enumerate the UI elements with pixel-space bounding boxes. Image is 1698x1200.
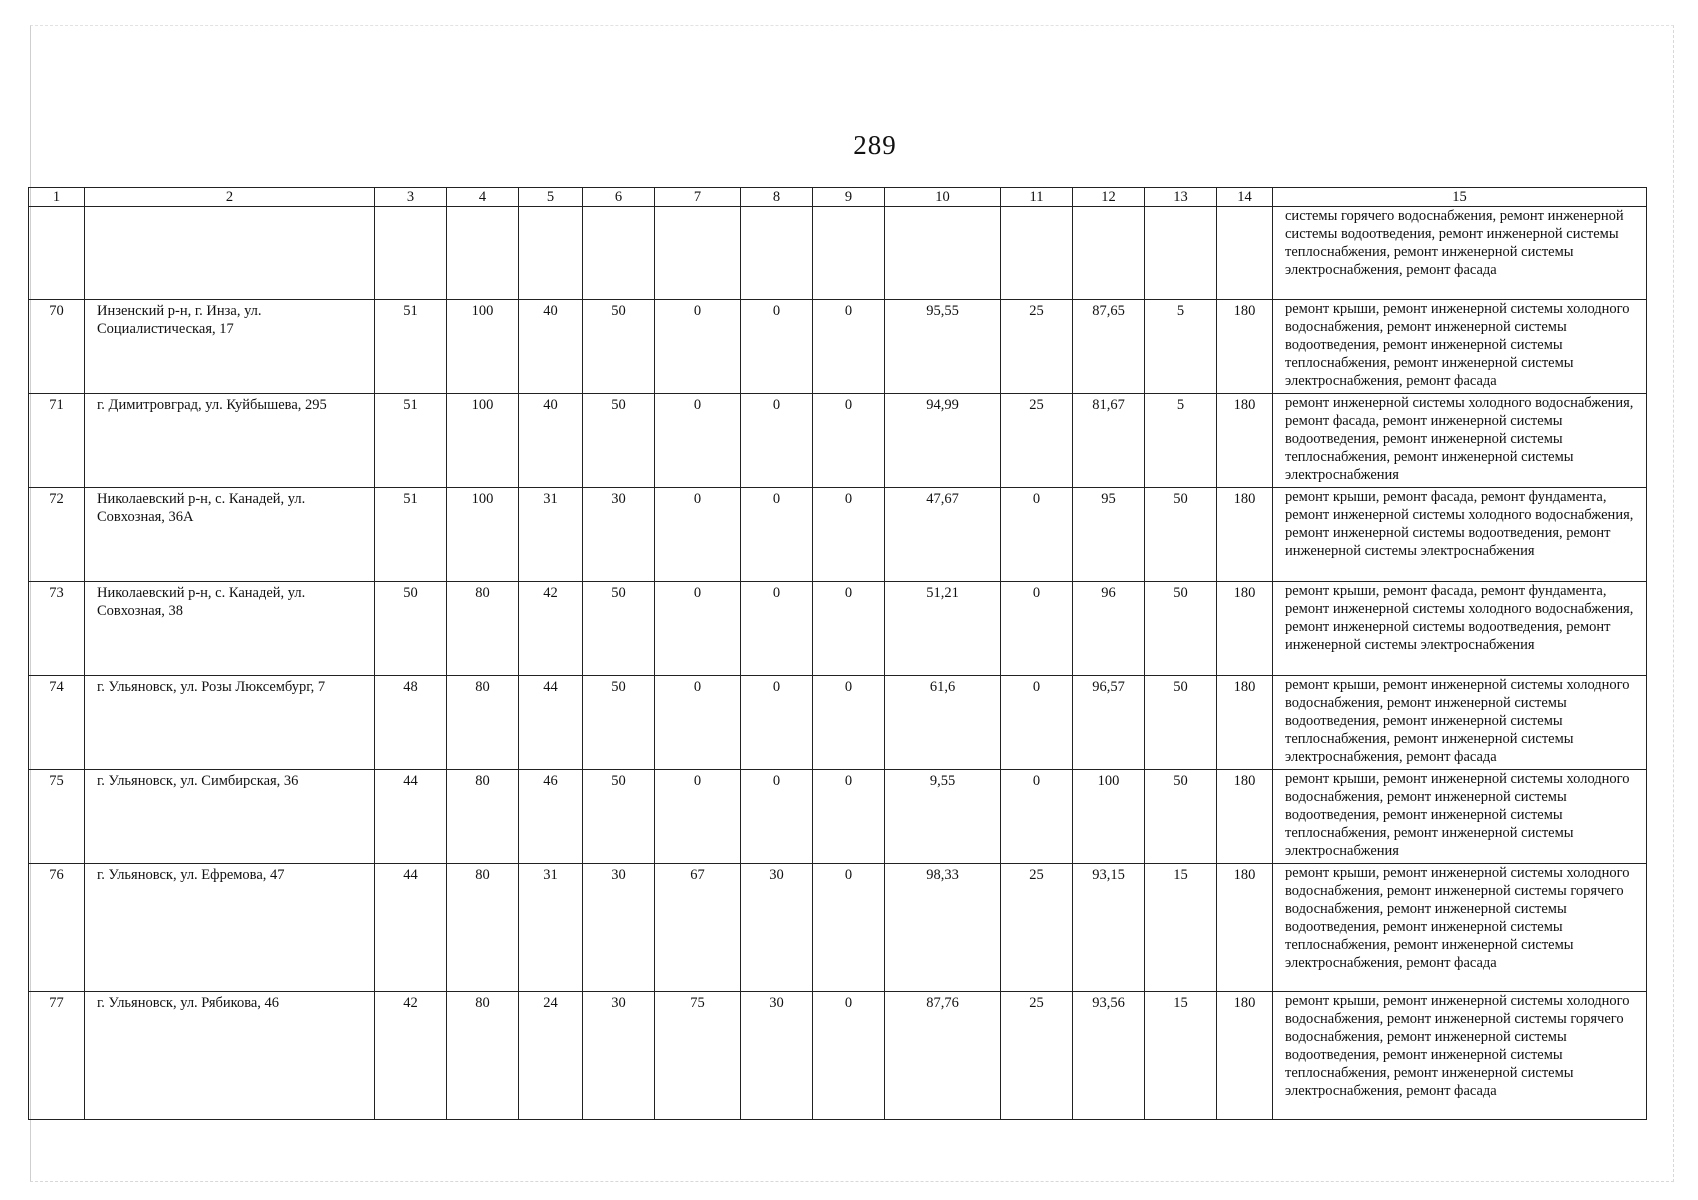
table-cell [447,207,519,300]
value-cell: 47,67 [885,488,1001,582]
value-cell: 180 [1217,864,1273,992]
value-cell: 95,55 [885,300,1001,394]
table-cell [1145,207,1217,300]
value-cell: 61,6 [885,676,1001,770]
col-header-11: 11 [1001,188,1073,207]
table-row [29,864,1647,992]
value-cell: 46 [519,770,583,864]
table-row [29,300,1647,394]
value-cell: 50 [583,394,655,488]
table-cell [1073,207,1145,300]
row-number: 71 [29,394,85,488]
col-header-8: 8 [741,188,813,207]
col-header-3: 3 [375,188,447,207]
address-cell: Инзенский р-н, г. Инза, ул. Социалистическая, 17 [85,300,375,394]
address-cell: Николаевский р-н, с. Канадей, ул. Совхозная, 36А [85,488,375,582]
value-cell: 30 [583,992,655,1120]
value-cell: 0 [655,676,741,770]
value-cell: 31 [519,488,583,582]
value-cell: 180 [1217,488,1273,582]
value-cell: 87,76 [885,992,1001,1120]
value-cell: 31 [519,864,583,992]
table-row [29,582,1647,676]
value-cell: 40 [519,394,583,488]
value-cell: 50 [375,582,447,676]
continuation-row [29,207,1647,300]
value-cell: 80 [447,770,519,864]
value-cell: 80 [447,582,519,676]
address-cell: г. Ульяновск, ул. Ефремова, 47 [85,864,375,992]
address-cell: г. Ульяновск, ул. Рябикова, 46 [85,992,375,1120]
works-cell: ремонт крыши, ремонт инженерной системы холодного водоснабжения, ремонт инженерной системы водоотведения, ремонт инженерной системы теплоснабжения, ремонт инженерной системы электроснабжения, ремонт фасада [1273,300,1647,394]
value-cell: 51,21 [885,582,1001,676]
value-cell: 93,56 [1073,992,1145,1120]
value-cell: 44 [519,676,583,770]
value-cell: 51 [375,394,447,488]
row-number: 76 [29,864,85,992]
value-cell: 48 [375,676,447,770]
address-cell: Николаевский р-н, с. Канадей, ул. Совхозная, 38 [85,582,375,676]
value-cell: 9,55 [885,770,1001,864]
value-cell: 24 [519,992,583,1120]
value-cell: 180 [1217,300,1273,394]
value-cell: 0 [655,770,741,864]
value-cell: 180 [1217,394,1273,488]
value-cell: 51 [375,300,447,394]
table-cell [583,207,655,300]
col-header-12: 12 [1073,188,1145,207]
register-table [28,187,1647,1120]
works-cell: ремонт крыши, ремонт инженерной системы холодного водоснабжения, ремонт инженерной системы горячего водоснабжения, ремонт инженерной системы водоотведения, ремонт инженерной системы теплоснабжения, ремонт инженерной системы электроснабжения, ремонт фасада [1273,864,1647,992]
value-cell: 93,15 [1073,864,1145,992]
col-header-5: 5 [519,188,583,207]
address-cell: г. Ульяновск, ул. Розы Люксембург, 7 [85,676,375,770]
value-cell: 44 [375,864,447,992]
col-header-13: 13 [1145,188,1217,207]
value-cell: 0 [741,582,813,676]
header-row [29,188,1647,207]
table-cell [1217,207,1273,300]
value-cell: 50 [583,582,655,676]
table-cell [29,207,85,300]
col-header-6: 6 [583,188,655,207]
table-row [29,992,1647,1120]
works-cell: ремонт крыши, ремонт инженерной системы холодного водоснабжения, ремонт инженерной системы водоотведения, ремонт инженерной системы теплоснабжения, ремонт инженерной системы электроснабжения, ремонт фасада [1273,676,1647,770]
value-cell: 0 [813,676,885,770]
value-cell: 25 [1001,300,1073,394]
table-row [29,676,1647,770]
value-cell: 0 [655,300,741,394]
value-cell: 95 [1073,488,1145,582]
value-cell: 100 [447,394,519,488]
table-cell [1001,207,1073,300]
value-cell: 75 [655,992,741,1120]
address-cell: г. Ульяновск, ул. Симбирская, 36 [85,770,375,864]
value-cell: 50 [1145,582,1217,676]
value-cell: 0 [1001,488,1073,582]
value-cell: 50 [583,676,655,770]
value-cell: 0 [813,582,885,676]
col-header-9: 9 [813,188,885,207]
value-cell: 80 [447,864,519,992]
value-cell: 0 [741,300,813,394]
register-table-wrapper [28,187,1647,1120]
works-cell: ремонт крыши, ремонт инженерной системы холодного водоснабжения, ремонт инженерной системы водоотведения, ремонт инженерной системы теплоснабжения, ремонт инженерной системы электроснабжения [1273,770,1647,864]
value-cell: 100 [447,300,519,394]
value-cell: 30 [583,864,655,992]
row-number: 73 [29,582,85,676]
col-header-2: 2 [85,188,375,207]
table-cell [813,207,885,300]
value-cell: 96,57 [1073,676,1145,770]
value-cell: 25 [1001,864,1073,992]
address-cell: г. Димитровград, ул. Куйбышева, 295 [85,394,375,488]
value-cell: 25 [1001,992,1073,1120]
value-cell: 180 [1217,770,1273,864]
table-row [29,770,1647,864]
row-number: 77 [29,992,85,1120]
value-cell: 67 [655,864,741,992]
value-cell: 0 [741,488,813,582]
table-row [29,488,1647,582]
value-cell: 96 [1073,582,1145,676]
value-cell: 30 [741,864,813,992]
value-cell: 100 [1073,770,1145,864]
row-number: 70 [29,300,85,394]
row-number: 72 [29,488,85,582]
value-cell: 0 [1001,770,1073,864]
value-cell: 98,33 [885,864,1001,992]
value-cell: 15 [1145,992,1217,1120]
value-cell: 0 [655,488,741,582]
value-cell: 87,65 [1073,300,1145,394]
works-cell: ремонт крыши, ремонт фасада, ремонт фундамента, ремонт инженерной системы холодного водоснабжения, ремонт инженерной системы водоотведения, ремонт инженерной системы электроснабжения [1273,488,1647,582]
table-cell [519,207,583,300]
value-cell: 50 [583,300,655,394]
value-cell: 94,99 [885,394,1001,488]
value-cell: 5 [1145,300,1217,394]
works-cell: ремонт крыши, ремонт фасада, ремонт фундамента, ремонт инженерной системы холодного водоснабжения, ремонт инженерной системы водоотведения, ремонт инженерной системы электроснабжения [1273,582,1647,676]
value-cell: 50 [583,770,655,864]
page-number: 289 [853,130,897,160]
value-cell: 180 [1217,676,1273,770]
value-cell: 50 [1145,770,1217,864]
value-cell: 30 [583,488,655,582]
row-number: 75 [29,770,85,864]
col-header-7: 7 [655,188,741,207]
value-cell: 0 [741,676,813,770]
table-row [29,394,1647,488]
value-cell: 0 [655,582,741,676]
value-cell: 0 [813,394,885,488]
value-cell: 0 [813,488,885,582]
value-cell: 50 [1145,488,1217,582]
value-cell: 0 [813,300,885,394]
value-cell: 0 [741,394,813,488]
value-cell: 180 [1217,582,1273,676]
value-cell: 30 [741,992,813,1120]
value-cell: 25 [1001,394,1073,488]
value-cell: 0 [813,770,885,864]
value-cell: 44 [375,770,447,864]
col-header-4: 4 [447,188,519,207]
value-cell: 42 [519,582,583,676]
value-cell: 5 [1145,394,1217,488]
value-cell: 0 [1001,582,1073,676]
value-cell: 80 [447,992,519,1120]
works-cell: ремонт крыши, ремонт инженерной системы холодного водоснабжения, ремонт инженерной системы горячего водоснабжения, ремонт инженерной системы водоотведения, ремонт инженерной системы теплоснабжения, ремонт инженерной системы электроснабжения, ремонт фасада [1273,992,1647,1120]
value-cell: 80 [447,676,519,770]
value-cell: 51 [375,488,447,582]
table-cell [885,207,1001,300]
table-cell [375,207,447,300]
value-cell: 100 [447,488,519,582]
value-cell: 40 [519,300,583,394]
works-cell: системы горячего водоснабжения, ремонт инженерной системы водоотведения, ремонт инженерной системы теплоснабжения, ремонт инженерной системы электроснабжения, ремонт фасада [1273,207,1647,300]
table-cell [741,207,813,300]
value-cell: 0 [813,992,885,1120]
col-header-10: 10 [885,188,1001,207]
value-cell: 180 [1217,992,1273,1120]
table-cell [85,207,375,300]
col-header-1: 1 [29,188,85,207]
value-cell: 15 [1145,864,1217,992]
col-header-15: 15 [1273,188,1647,207]
row-number: 74 [29,676,85,770]
col-header-14: 14 [1217,188,1273,207]
works-cell: ремонт инженерной системы холодного водоснабжения, ремонт фасада, ремонт инженерной системы водоотведения, ремонт инженерной системы теплоснабжения, ремонт инженерной системы электроснабжения [1273,394,1647,488]
value-cell: 42 [375,992,447,1120]
value-cell: 0 [655,394,741,488]
table-cell [655,207,741,300]
value-cell: 81,67 [1073,394,1145,488]
value-cell: 0 [741,770,813,864]
value-cell: 50 [1145,676,1217,770]
value-cell: 0 [1001,676,1073,770]
value-cell: 0 [813,864,885,992]
